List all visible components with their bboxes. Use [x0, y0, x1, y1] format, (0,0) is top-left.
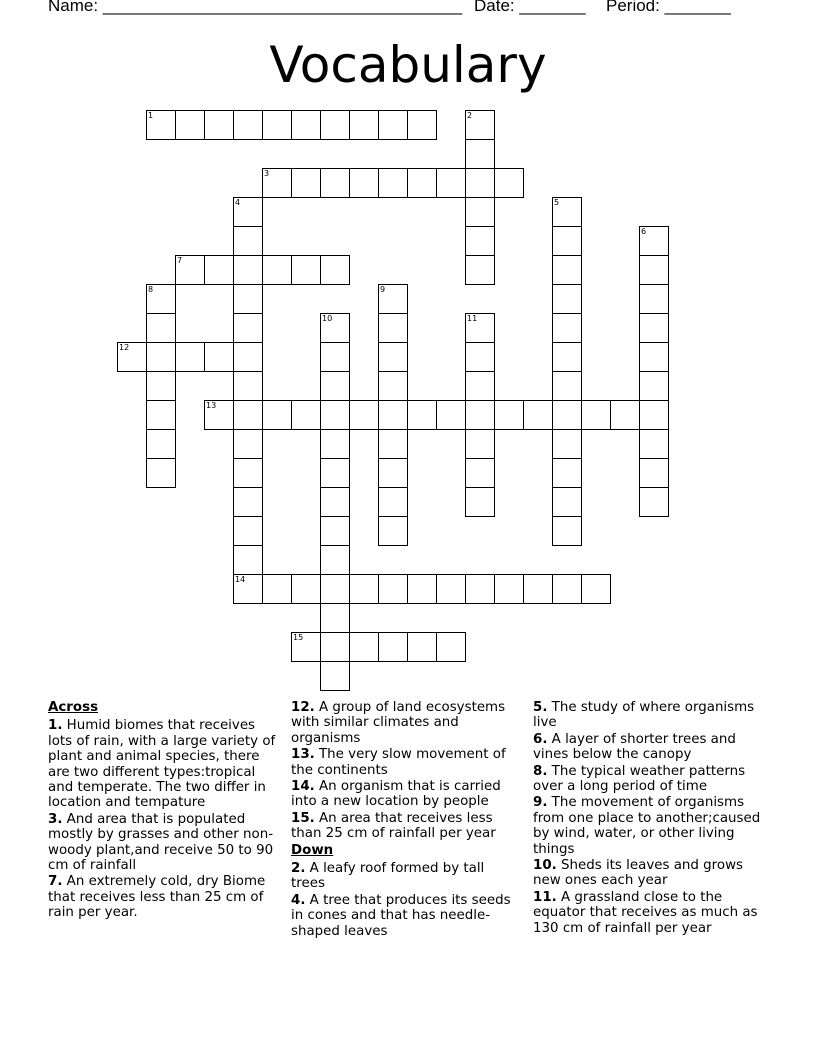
- crossword-cell[interactable]: [552, 400, 582, 430]
- clue-number-label: 6: [641, 227, 647, 236]
- clue-down-2: 2. A leafy roof formed by tall trees: [291, 861, 485, 892]
- crossword-cell[interactable]: [146, 371, 176, 401]
- crossword-cell[interactable]: [436, 168, 466, 198]
- crossword-cell[interactable]: [204, 110, 234, 140]
- crossword-cell[interactable]: [639, 226, 669, 256]
- crossword-cell[interactable]: [552, 284, 582, 314]
- down-heading: Down: [291, 842, 334, 858]
- crossword-cell[interactable]: [378, 371, 408, 401]
- crossword-cell[interactable]: [436, 574, 466, 604]
- page-title: Vocabulary: [269, 36, 547, 94]
- crossword-cell[interactable]: [349, 632, 379, 662]
- crossword-cell[interactable]: [320, 458, 350, 488]
- crossword-cell[interactable]: [291, 255, 321, 285]
- crossword-cell[interactable]: [639, 342, 669, 372]
- crossword-cell[interactable]: [639, 400, 669, 430]
- crossword-cell[interactable]: [262, 110, 292, 140]
- crossword-cell[interactable]: [233, 110, 263, 140]
- clue-number-label: 11: [467, 314, 478, 323]
- crossword-cell[interactable]: [465, 110, 495, 140]
- crossword-cell[interactable]: [146, 284, 176, 314]
- clue-number-label: 12: [119, 343, 130, 352]
- crossword-cell[interactable]: [523, 574, 553, 604]
- crossword-cell[interactable]: [233, 342, 263, 372]
- crossword-cell[interactable]: [175, 342, 205, 372]
- crossword-cell[interactable]: [146, 400, 176, 430]
- crossword-cell[interactable]: [320, 313, 350, 343]
- crossword-cell[interactable]: [233, 226, 263, 256]
- crossword-cell[interactable]: [320, 516, 350, 546]
- crossword-cell[interactable]: [262, 400, 292, 430]
- crossword-cell[interactable]: [320, 110, 350, 140]
- clue-number-label: 5: [554, 198, 560, 207]
- crossword-cell[interactable]: [233, 516, 263, 546]
- crossword-cell[interactable]: [552, 197, 582, 227]
- crossword-cell[interactable]: [639, 487, 669, 517]
- crossword-cell[interactable]: [639, 458, 669, 488]
- crossword-cell[interactable]: [378, 284, 408, 314]
- crossword-cell[interactable]: [291, 110, 321, 140]
- crossword-cell[interactable]: [465, 487, 495, 517]
- crossword-cell[interactable]: [581, 574, 611, 604]
- crossword-cell[interactable]: [320, 545, 350, 575]
- crossword-cell[interactable]: [320, 400, 350, 430]
- crossword-cell[interactable]: [639, 255, 669, 285]
- crossword-cell[interactable]: [233, 545, 263, 575]
- clue-number-label: 4: [235, 198, 241, 207]
- crossword-cell[interactable]: [146, 429, 176, 459]
- crossword-cell[interactable]: [552, 313, 582, 343]
- crossword-cell[interactable]: [262, 255, 292, 285]
- clue-down-10: 10. Sheds its leaves and grows new ones each year: [533, 858, 744, 889]
- crossword-cell[interactable]: [233, 371, 263, 401]
- crossword-cell[interactable]: [378, 458, 408, 488]
- crossword-cell[interactable]: [465, 197, 495, 227]
- crossword-cell[interactable]: [552, 574, 582, 604]
- crossword-cell[interactable]: [465, 313, 495, 343]
- crossword-cell[interactable]: [262, 574, 292, 604]
- clue-across-3: 3. And area that is populated mostly by grasses and other non-woody plant,and receive 50 to 90 cm of rainfall: [48, 811, 274, 874]
- crossword-cell[interactable]: [639, 313, 669, 343]
- crossword-cell[interactable]: [233, 197, 263, 227]
- crossword-cell[interactable]: [117, 342, 147, 372]
- crossword-cell[interactable]: [436, 400, 466, 430]
- crossword-cell[interactable]: [146, 342, 176, 372]
- name-field: Name: ______________________________________: [48, 0, 463, 15]
- clue-number-label: 13: [206, 401, 217, 410]
- crossword-cell[interactable]: [465, 429, 495, 459]
- crossword-cell[interactable]: [465, 255, 495, 285]
- crossword-cell[interactable]: [175, 110, 205, 140]
- crossword-cell[interactable]: [552, 226, 582, 256]
- crossword-cell[interactable]: [320, 168, 350, 198]
- crossword-cell[interactable]: [378, 487, 408, 517]
- crossword-cell[interactable]: [639, 371, 669, 401]
- crossword-cell[interactable]: [233, 487, 263, 517]
- crossword-cell[interactable]: [320, 632, 350, 662]
- crossword-cell[interactable]: [233, 574, 263, 604]
- crossword-cell[interactable]: [233, 313, 263, 343]
- clue-down-9: 9. The movement of organisms from one place to another;caused by wind, water, or other living things: [533, 795, 761, 857]
- clue-down-4: 4. A tree that produces its seeds in cones and that has needle-shaped leaves: [291, 892, 511, 939]
- crossword-cell[interactable]: [378, 313, 408, 343]
- crossword-cell[interactable]: [175, 255, 205, 285]
- clue-down-5: 5. The study of where organisms live: [533, 700, 755, 731]
- crossword-cell[interactable]: [465, 139, 495, 169]
- crossword-cell[interactable]: [320, 603, 350, 633]
- period-field: Period: _______: [606, 0, 731, 15]
- clues-column-1: [48, 700, 280, 922]
- crossword-cell[interactable]: [465, 371, 495, 401]
- crossword-cell[interactable]: [233, 255, 263, 285]
- crossword-cell[interactable]: [146, 458, 176, 488]
- crossword-cell[interactable]: [552, 342, 582, 372]
- crossword-cell[interactable]: [233, 284, 263, 314]
- crossword-cell[interactable]: [494, 574, 524, 604]
- crossword-cell[interactable]: [146, 110, 176, 140]
- crossword-cell[interactable]: [378, 110, 408, 140]
- crossword-cell[interactable]: [233, 458, 263, 488]
- clue-across-13: 13. The very slow movement of the continents: [291, 747, 506, 778]
- crossword-cell[interactable]: [465, 342, 495, 372]
- crossword-cell[interactable]: [320, 371, 350, 401]
- crossword-cell[interactable]: [407, 574, 437, 604]
- crossword-cell[interactable]: [465, 458, 495, 488]
- crossword-cell[interactable]: [407, 168, 437, 198]
- crossword-cell[interactable]: [349, 400, 379, 430]
- clue-across-12: 12. A group of land ecosystems with similar climates and organisms: [291, 700, 506, 746]
- crossword-cell[interactable]: [233, 429, 263, 459]
- crossword-cell[interactable]: [349, 110, 379, 140]
- crossword-cell[interactable]: [378, 168, 408, 198]
- crossword-cell[interactable]: [494, 400, 524, 430]
- clue-number-label: 3: [264, 169, 270, 178]
- clue-number-label: 10: [322, 314, 333, 323]
- crossword-cell[interactable]: [320, 342, 350, 372]
- clue-number-label: 14: [235, 575, 246, 584]
- crossword-cell[interactable]: [291, 168, 321, 198]
- crossword-cell[interactable]: [436, 632, 466, 662]
- crossword-cell[interactable]: [378, 429, 408, 459]
- clue-number-label: 9: [380, 285, 386, 294]
- crossword-cell[interactable]: [407, 400, 437, 430]
- crossword-cell[interactable]: [378, 516, 408, 546]
- crossword-cell[interactable]: [639, 284, 669, 314]
- clue-number-label: 8: [148, 285, 154, 294]
- crossword-cell[interactable]: [465, 168, 495, 198]
- clue-across-7: 7. An extremely cold, dry Biome that receives less than 25 cm of rain per year.: [48, 874, 266, 921]
- crossword-cell[interactable]: [552, 458, 582, 488]
- crossword-cell[interactable]: [552, 255, 582, 285]
- crossword-cell[interactable]: [262, 168, 292, 198]
- crossword-cell[interactable]: [378, 400, 408, 430]
- crossword-cell[interactable]: [291, 400, 321, 430]
- crossword-cell[interactable]: [523, 400, 553, 430]
- crossword-cell[interactable]: [378, 632, 408, 662]
- clue-across-1: 1. Humid biomes that receives lots of rain, with a large variety of plant and animal species, there are two different types:tropical and temperate. The two differ in location and tempature: [48, 718, 276, 811]
- crossword-cell[interactable]: [204, 400, 234, 430]
- clue-number-label: 1: [148, 111, 154, 120]
- crossword-cell[interactable]: [320, 574, 350, 604]
- crossword-cell[interactable]: [407, 632, 437, 662]
- crossword-cell[interactable]: [320, 487, 350, 517]
- crossword-cell[interactable]: [465, 226, 495, 256]
- crossword-cell[interactable]: [349, 574, 379, 604]
- crossword-cell[interactable]: [465, 400, 495, 430]
- crossword-cell[interactable]: [494, 168, 524, 198]
- crossword-cell[interactable]: [639, 429, 669, 459]
- clue-down-8: 8. The typical weather patterns over a long period of time: [533, 763, 746, 795]
- clues-column-3: [533, 700, 773, 937]
- crossword-cell[interactable]: [407, 110, 437, 140]
- crossword-cell[interactable]: [204, 342, 234, 372]
- crossword-cell[interactable]: [291, 632, 321, 662]
- clue-number-label: 7: [177, 256, 183, 265]
- crossword-cell[interactable]: [552, 429, 582, 459]
- crossword-cell[interactable]: [320, 255, 350, 285]
- crossword-cell[interactable]: [204, 255, 234, 285]
- crossword-cell[interactable]: [465, 574, 495, 604]
- clue-down-11: 11. A grassland close to the equator that receives as much as 130 cm of rainfall per year: [533, 889, 758, 936]
- crossword-cell[interactable]: [320, 429, 350, 459]
- crossword-cell[interactable]: [146, 313, 176, 343]
- clue-across-14: 14. An organism that is carried into a new location by people: [291, 779, 501, 810]
- crossword-cell[interactable]: [610, 400, 640, 430]
- crossword-cell[interactable]: [233, 400, 263, 430]
- clue-number-label: 2: [467, 111, 473, 120]
- clues-column-2: [291, 700, 519, 940]
- crossword-cell[interactable]: [581, 400, 611, 430]
- crossword-cell[interactable]: [378, 574, 408, 604]
- crossword-cell[interactable]: [291, 574, 321, 604]
- date-field: Date: _______: [474, 0, 586, 15]
- clue-across-15: 15. An area that receives less than 25 cm of rainfall per year: [291, 810, 496, 842]
- crossword-cell[interactable]: [320, 661, 350, 691]
- crossword-cell[interactable]: [349, 168, 379, 198]
- across-heading: Across: [48, 700, 99, 715]
- clue-number-label: 15: [293, 633, 304, 642]
- crossword-cell[interactable]: [552, 487, 582, 517]
- clue-down-6: 6. A layer of shorter trees and vines below the canopy: [533, 731, 736, 763]
- crossword-cell[interactable]: [378, 342, 408, 372]
- crossword-cell[interactable]: [552, 371, 582, 401]
- crossword-cell[interactable]: [552, 516, 582, 546]
